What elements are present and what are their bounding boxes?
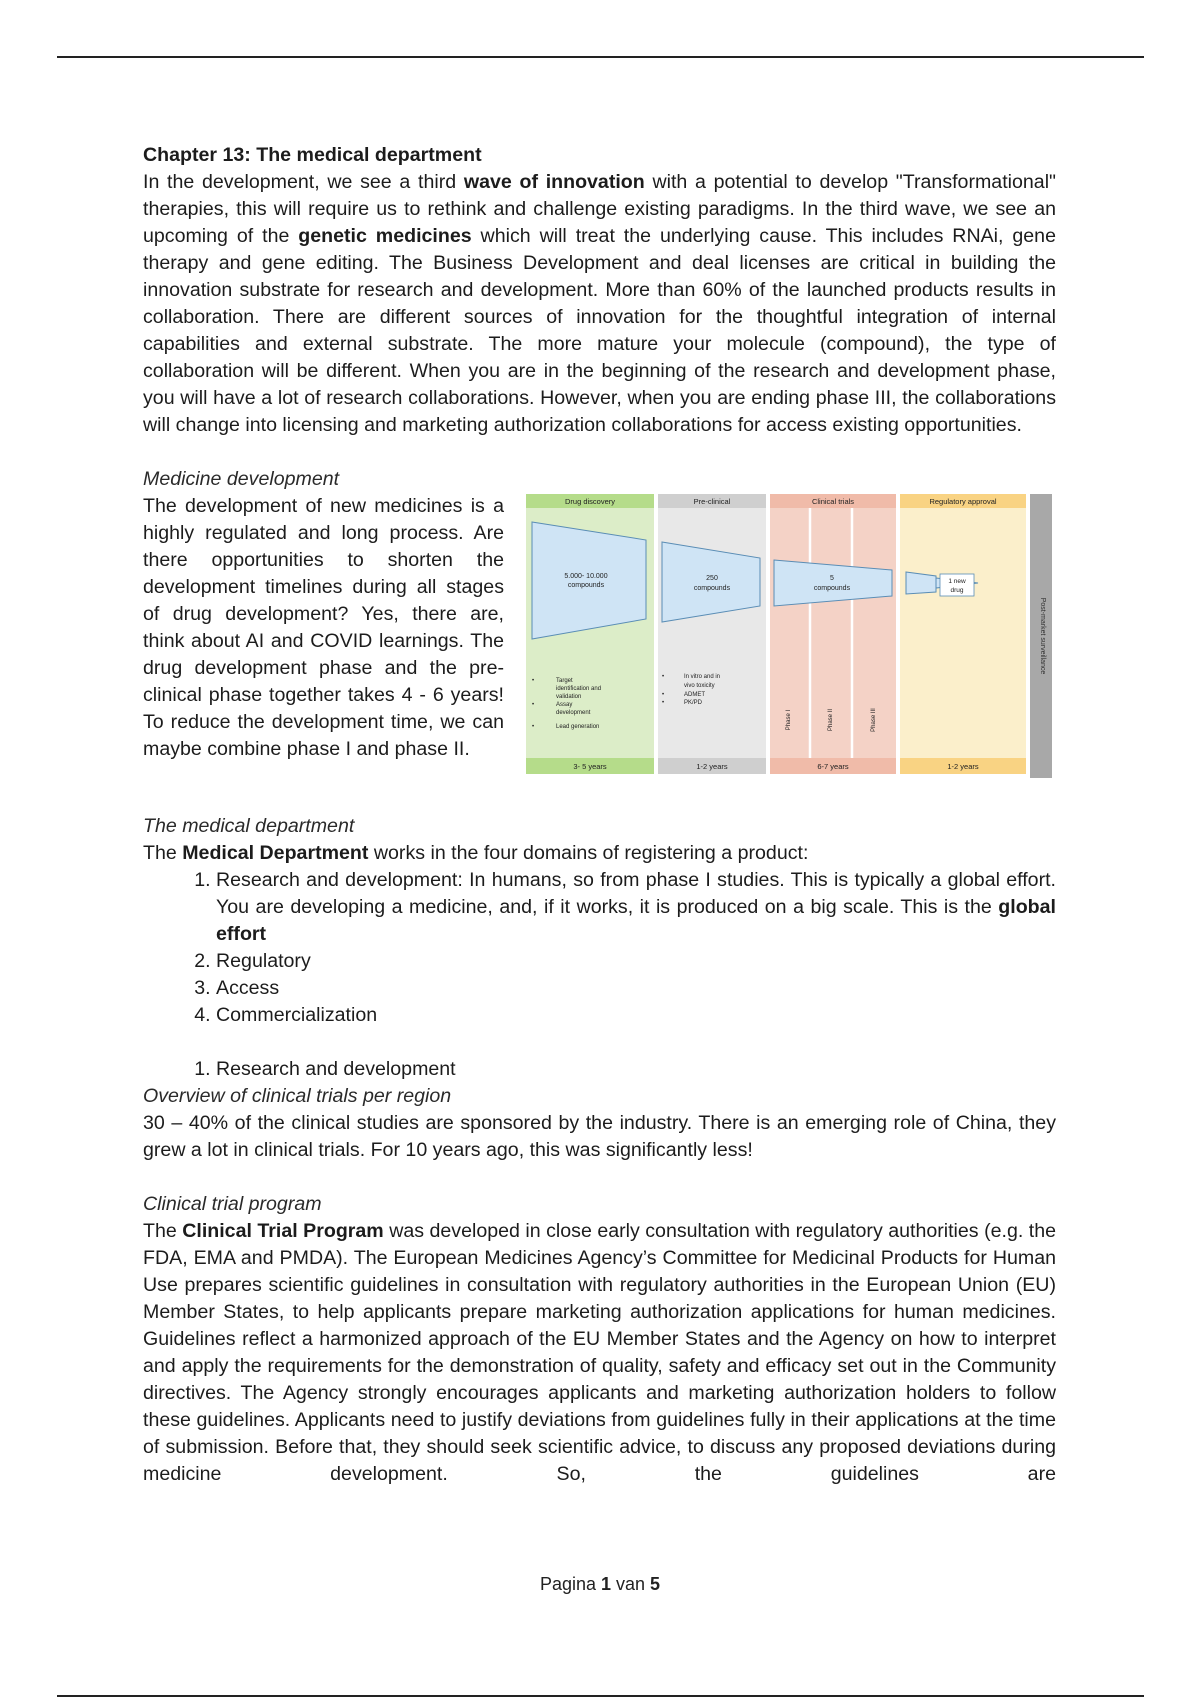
ctp-bold: Clinical Trial Program [182,1220,384,1242]
duration-clinical: 6-7 years [817,762,849,771]
footer-rule [57,1695,1144,1697]
duration-preclinical: 1-2 years [696,762,728,771]
phase-1-label: Phase I [786,709,792,731]
discovery-bullet-1b: identification and [556,686,602,692]
footer-van: van [611,1574,651,1594]
overview-text: 30 – 40% of the clinical studies are sponsored by the industry. There is an emerging role of China, they grew a lot in clinical trials. For 10 years ago, this was significantly less! [143,1112,1056,1161]
intro-text-2: with a potential to develop "Transformational" therapies, this will require us to rethink and challenge existing paradigms. In the third wave, we see an upcoming of the [143,171,1056,247]
medical-department-heading: The medical department [143,815,355,837]
intro-text-3: which will treat the underlying cause. This includes RNAi, gene therapy and gene editing. The Business Development and deal licenses are critical in building the innovation substrate for research and development. More than 60% of the launched products results in collaboration. There are different sources of innovation for the thoughtful integration of internal capabilities and external substrate. The more mature your molecule (compound), the type of collaboration will be different. When you are in the beginning of the research and development phase, you will have a lot of research collaborations. However, when you are ending phase III, the collaborations will change into licensing and marketing authorization collaborations for access existing opportunities. [143,225,1056,436]
post-market-label: Post-market surveillance [1039,597,1046,675]
compounds-discovery-label: compounds [567,582,605,589]
medical-department-intro [143,840,1056,867]
compounds-discovery-count: 5.000- 10.000 [564,573,608,580]
bullet-dot: • [532,678,535,684]
ctp-pre: The [143,1220,183,1242]
rnd-item: 1. Research and development [216,1056,1056,1083]
preclinical-bullet-1b: vivo toxicity [684,683,715,689]
phase-3-label: Phase III [871,708,877,732]
md-intro-bold: Medical Department [182,842,369,864]
intro-paragraph [143,169,1056,439]
document-body [143,142,1056,1488]
clinical-trial-program-heading: Clinical trial program [143,1193,322,1215]
domain-item-1-text: Research and development: In humans, so from phase I studies. This is typically a global effort. You are developing a medicine, and, if it works, it is produced on a big scale. This is the [216,869,1056,918]
phase-2-label: Phase II [828,708,834,732]
chapter-title: Chapter 13: The medical department [143,144,482,166]
preclinical-bullet-3: PK/PD [684,700,703,706]
header-clinical: Clinical trials [811,497,855,506]
bullet-dot: • [532,724,535,730]
discovery-bullet-3: Lead generation [556,724,600,730]
domain-item-2: 2. Regulatory [216,948,1056,975]
duration-regulatory: 1-2 years [947,762,979,771]
md-intro-pre: The [143,842,183,864]
medicine-development-heading: Medicine development [143,468,340,490]
bullet-dot: • [662,700,665,706]
header-regulatory: Regulatory approval [929,497,997,506]
clinical-trial-program-text [143,1218,1056,1488]
preclinical-bullet-1: In vitro and in [684,674,721,680]
funnel-regulatory [906,572,936,594]
compounds-clinical-label: compounds [813,585,851,592]
compounds-preclinical-label: compounds [693,585,731,592]
md-intro-post: works in the four domains of registering a product: [368,842,809,864]
discovery-bullet-2: Assay [556,702,573,708]
regulatory-column [900,508,1026,758]
new-drug-count: 1 new [948,578,966,585]
header-preclinical: Pre-clinical [693,497,731,506]
duration-discovery: 3- 5 years [573,762,607,771]
discovery-bullet-1c: validation [556,694,582,700]
header-discovery: Drug discovery [564,497,616,506]
overview-heading: Overview of clinical trials per region [143,1085,452,1107]
medicine-development-text: The development of new medicines is a highly regulated and long process. Are there opportunities to shorten the development timelines during all stages of drug development? Yes, there are, think about AI and COVID learnings. The drug development phase and the pre-clinical phase together takes 4 - 6 years! To reduce the development time, we can maybe combine phase I and phase II. [143,495,504,760]
bullet-dot: • [532,702,535,708]
footer-pagina: Pagina [539,1574,601,1594]
drug-development-figure [526,494,1056,786]
rnd-list [143,1056,1056,1083]
domain-item-3: 3. Access [216,975,1056,1002]
intro-bold-1: wave of innovation [463,171,645,193]
medicine-development-section [143,493,1056,786]
intro-bold-2: genetic medicines [298,225,472,247]
footer-current-page: 1 [601,1574,612,1594]
domain-item-4: 4. Commercialization [216,1002,1056,1029]
bullet-dot: • [662,674,665,680]
ctp-text: was developed in close early consultation with regulatory authorities (e.g. the FDA, EMA and PMDA). The European Medicines Agency’s Committee for Medicinal Products for Human Use prepares scientific guidelines in consultation with regulatory authorities in the European Union (EU) Member States, to help applicants prepare marketing authorization applications for human medicines. Guidelines reflect a harmonized approach of the EU Member States and the Agency on how to interpret and apply the requirements for the demonstration of quality, safety and efficacy set out in the Community directives. The Agency strongly encourages applicants and marketing authorization holders to follow these guidelines. Applicants need to justify deviations from guidelines fully in their applications at the time of submission. Before that, they should seek scientific advice, to discuss any proposed deviations during medicine development. So, the guidelines are [143,1220,1056,1485]
discovery-bullet-2b: development [556,710,591,716]
footer-total-pages: 5 [650,1574,661,1594]
compounds-clinical-count: 5 [830,575,834,582]
page-number [0,1574,1200,1595]
header-rule [57,56,1144,58]
drug-development-diagram [526,494,1056,778]
bullet-dot: • [662,692,665,698]
funnel-discovery [532,522,646,639]
intro-text-1: In the development, we see a third [143,171,464,193]
domains-list [143,867,1056,1029]
preclinical-bullet-2: ADMET [684,692,705,698]
domain-item-1 [216,867,1056,948]
new-drug-label: drug [950,587,964,594]
domain-item-1-bold: global effort [216,896,1056,945]
compounds-preclinical-count: 250 [706,575,718,582]
discovery-bullet-1: Target [556,678,573,684]
